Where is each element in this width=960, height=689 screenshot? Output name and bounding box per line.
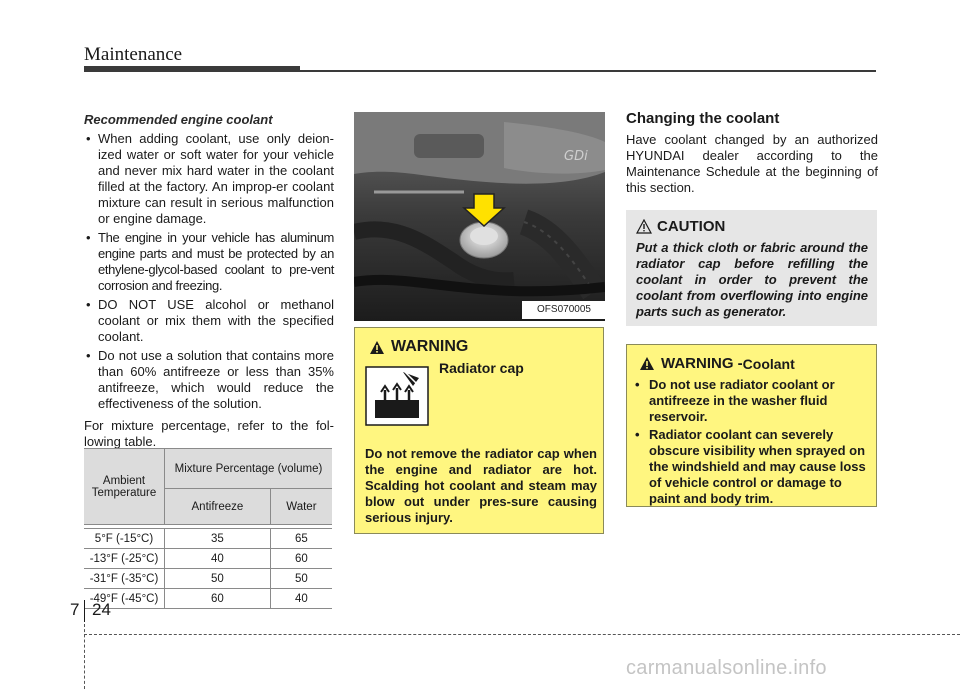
warning-coolant-heading (639, 355, 795, 372)
table-cell-antifreeze: 50 (165, 569, 271, 589)
coolant-bullet: • The engine in your vehicle has aluminum engine parts and must be protected by an ethylene-glycol-based coolant to pre-vent corrosion and freezing. (84, 230, 334, 294)
table-header-mixture: Mixture Percentage (volume) (165, 449, 333, 489)
coolant-bullet-list (84, 131, 334, 412)
mixture-note: For mixture percentage, refer to the fol-lowing table. (84, 418, 334, 449)
list-item: • Radiator coolant can severely obscure visibility when sprayed on the windshield and may cause loss of vehicle control or damage to paint and body trim. (633, 427, 869, 507)
table-cell-water: 65 (270, 529, 332, 549)
coolant-subtitle: Recommended engine coolant (84, 112, 273, 127)
header-rule (300, 70, 876, 72)
footer-separator (84, 600, 85, 622)
warning-coolant-list (633, 377, 869, 509)
changing-coolant-title: Changing the coolant (626, 110, 780, 127)
table-cell-temp: -31°F (-35°C) (84, 569, 165, 589)
table-header-ambient: Ambient Temperature (84, 449, 165, 525)
page-header-title: Maintenance (84, 44, 183, 65)
svg-text:GDi: GDi (564, 149, 588, 164)
caution-box (626, 210, 877, 326)
table-row (84, 529, 332, 549)
warning-triangle-icon (639, 356, 655, 371)
warning-heading (369, 338, 468, 356)
footer-dashed-vertical (84, 624, 86, 689)
coolant-section (84, 112, 334, 450)
engine-bay-photo (354, 112, 605, 321)
table-row (84, 569, 332, 589)
coolant-bullet: • Do not use a solution that contains more than 60% antifreeze or less than 35% antifreeze, which would reduce the effectiveness of the solution. (84, 348, 334, 412)
warning-radiator-cap-box (354, 327, 604, 534)
radiator-cap-warning-text: Do not remove the radiator cap when the engine and radiator are hot. Scalding hot coolant and steam may blow out under pres-sure causing serious injury. (365, 446, 597, 525)
watermark[interactable]: carmanualsonline.info (626, 657, 827, 679)
table-cell-water: 40 (270, 589, 332, 609)
radiator-cap-title: Radiator cap (439, 360, 524, 376)
warning-coolant-box (626, 344, 877, 507)
footer-dashed-rule (84, 634, 960, 635)
caution-text: Put a thick cloth or fabric around the radiator cap before refilling the coolant in order to prevent the coolant from overflowing into engine parts such as generator. (636, 240, 868, 319)
table-row (84, 549, 332, 569)
table-cell-water: 50 (270, 569, 332, 589)
header-bar (84, 66, 300, 72)
table-cell-temp: 5°F (-15°C) (84, 529, 165, 549)
radiator-cap-icon (365, 366, 429, 426)
warning-label: WARNING (391, 338, 469, 355)
table-row (84, 589, 332, 609)
photo-caption: OFS070005 (522, 301, 606, 319)
changing-coolant-text: Have coolant changed by an authorized HYUNDAI dealer according to the Maintenance Schedule at the beginning of this section. (626, 132, 878, 195)
table-cell-antifreeze: 60 (165, 589, 271, 609)
coolant-bullet: • DO NOT USE alcohol or methanol coolant or mix them with the specified coolant. (84, 297, 334, 345)
table-cell-water: 60 (270, 549, 332, 569)
table-cell-temp: -13°F (-25°C) (84, 549, 165, 569)
page-number: 24 (92, 600, 111, 619)
chapter-number: 7 (70, 600, 80, 619)
warning-coolant-label: WARNING - (661, 355, 743, 372)
table-cell-antifreeze: 35 (165, 529, 271, 549)
warning-triangle-icon (369, 340, 385, 355)
table-cell-temp: -49°F (-45°C) (84, 589, 165, 609)
table-header-antifreeze: Antifreeze (165, 489, 271, 525)
caution-heading (636, 218, 725, 235)
list-item: • Do not use radiator coolant or antifreeze in the washer fluid reservoir. (633, 377, 869, 425)
caution-triangle-icon (636, 219, 652, 234)
warning-coolant-sublabel: Coolant (742, 355, 795, 372)
caution-label: CAUTION (657, 218, 726, 235)
table-header-water: Water (270, 489, 332, 525)
coolant-bullet: • When adding coolant, use only deion-ized water or soft water for your vehicle and never mix hard water in the coolant filled at the factory. An improp-er coolant mixture can result in serious malfunction or engine damage. (84, 131, 334, 227)
table-cell-antifreeze: 40 (165, 549, 271, 569)
coolant-mixture-table (84, 448, 332, 609)
